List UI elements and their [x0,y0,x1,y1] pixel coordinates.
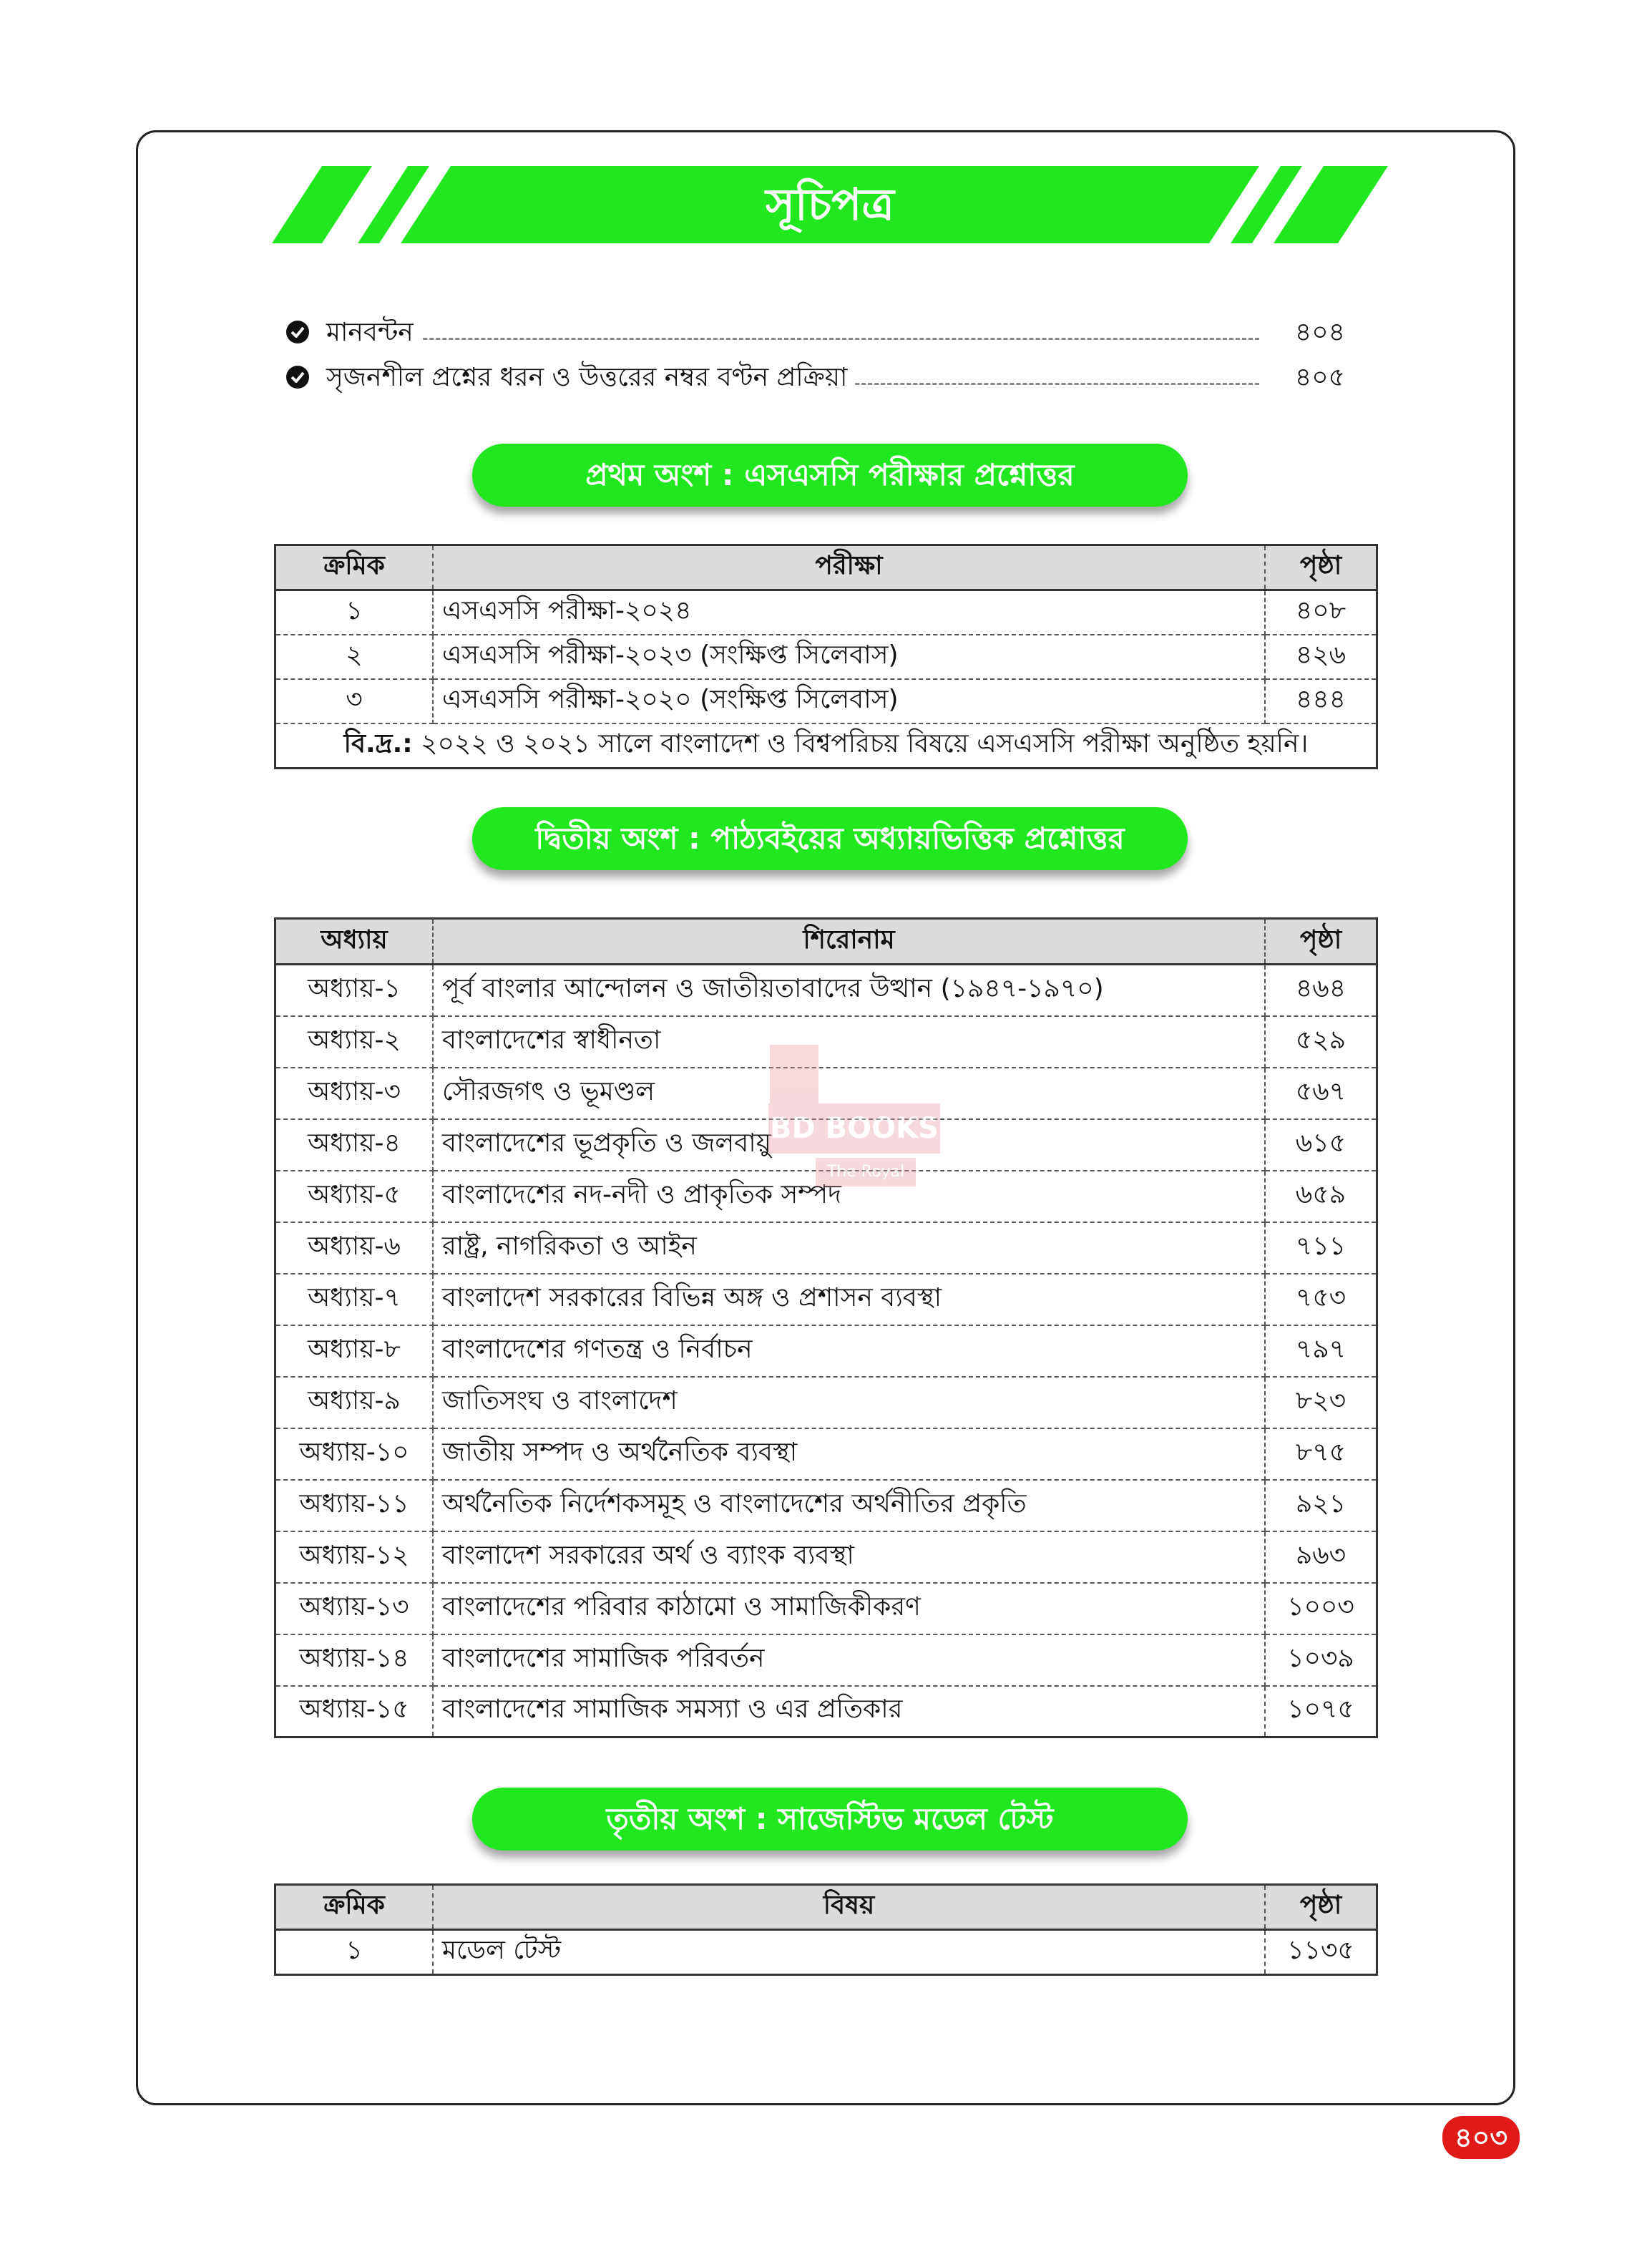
table-header-row [275,919,1377,965]
chapter-title: বাংলাদেশের পরিবার কাঠামো ও সামাজিকীকরণ [433,1583,1265,1634]
row-page: ৪২৬ [1265,635,1377,679]
chapter-number: অধ্যায়-২ [275,1016,434,1068]
chapter-number: অধ্যায়-১০ [275,1428,434,1480]
chapter-number: অধ্যায়-১২ [275,1531,434,1583]
chapter-page: ১০৩৯ [1265,1634,1377,1686]
chapter-number: অধ্যায়-৫ [275,1171,434,1222]
table-row [275,1686,1377,1737]
chapter-page: ১০০৩ [1265,1583,1377,1634]
page-title: সূচিপত্র [766,178,894,230]
row-number: ৩ [275,679,434,723]
table-header-row [275,545,1377,590]
column-header: শিরোনাম [433,919,1265,965]
chapter-number: অধ্যায়-১ [275,965,434,1016]
chapter-page: ৯২১ [1265,1480,1377,1531]
row-page: ১১৩৫ [1265,1930,1377,1975]
toc-intro-item [286,360,1345,396]
part1-table [274,544,1378,769]
table-row [275,1930,1377,1975]
part3-heading: তৃতীয় অংশ : সাজেস্টিভ মডেল টেস্ট [472,1788,1188,1851]
row-page: ৪৪৪ [1265,679,1377,723]
chapter-page: ৮৭৫ [1265,1428,1377,1480]
watermark-logo [730,1045,939,1195]
chapter-number: অধ্যায়-৯ [275,1377,434,1428]
chapter-title: বাংলাদেশের সামাজিক সমস্যা ও এর প্রতিকার [433,1686,1265,1737]
chapter-title: বাংলাদেশের নদ-নদী ও প্রাকৃতিক সম্পদ [433,1171,1265,1222]
note-label: বি.দ্র.: [343,729,413,759]
chapter-number: অধ্যায়-৩ [275,1068,434,1119]
column-header: পৃষ্ঠা [1265,545,1377,590]
note-cell [275,723,1377,769]
chapter-number: অধ্যায়-১১ [275,1480,434,1531]
row-title: এসএসসি পরীক্ষা-২০২০ (সংক্ষিপ্ত সিলেবাস) [433,679,1265,723]
row-number: ২ [275,635,434,679]
part1-heading: প্রথম অংশ : এসএসসি পরীক্ষার প্রশ্নোত্তর [472,444,1188,507]
chapter-number: অধ্যায়-৬ [275,1222,434,1274]
column-header: বিষয় [433,1885,1265,1930]
table-row [275,1377,1377,1428]
toc-label: মানবন্টন [326,315,421,351]
check-circle-icon [286,321,309,343]
row-title: মডেল টেস্ট [433,1930,1265,1975]
table-row [275,1480,1377,1531]
chapter-number: অধ্যায়-৪ [275,1119,434,1171]
chapter-page: ৯৬৩ [1265,1531,1377,1583]
chapter-page: ৭১১ [1265,1222,1377,1274]
chapter-page: ৭৯৭ [1265,1325,1377,1377]
chapter-title: সৌরজগৎ ও ভূমণ্ডল [433,1068,1265,1119]
chapter-number: অধ্যায়-১৫ [275,1686,434,1737]
chapter-page: ৫২৯ [1265,1016,1377,1068]
toc-label: সৃজনশীল প্রশ্নের ধরন ও উত্তরের নম্বর বণ্টন প্রক্রিয়া [326,360,854,396]
chapter-number: অধ্যায়-৮ [275,1325,434,1377]
toc-page: ৪০৪ [1294,318,1345,347]
chapter-title: পূর্ব বাংলার আন্দোলন ও জাতীয়তাবাদের উত্থান (১৯৪৭-১৯৭০) [433,965,1265,1016]
toc-page: ৪০৫ [1294,363,1345,392]
part2-heading: দ্বিতীয় অংশ : পাঠ্যবইয়ের অধ্যায়ভিত্তিক প্রশ্নোত্তর [472,807,1188,870]
check-circle-icon [286,366,309,389]
table-row [275,1222,1377,1274]
watermark-brand: BD BOOKS [768,1103,940,1154]
chapter-page: ৭৫৩ [1265,1274,1377,1325]
column-header: ক্রমিক [275,1885,434,1930]
chapter-number: অধ্যায়-১৩ [275,1583,434,1634]
table-row [275,1325,1377,1377]
chapter-title: বাংলাদেশের ভূপ্রকৃতি ও জলবায়ু [433,1119,1265,1171]
chapter-title: বাংলাদেশ সরকারের অর্থ ও ব্যাংক ব্যবস্থা [433,1531,1265,1583]
watermark-tagline: The Royal [816,1158,916,1186]
note-text: ২০২২ ও ২০২১ সালে বাংলাদেশ ও বিশ্বপরিচয় বিষয়ে এসএসসি পরীক্ষা অনুষ্ঠিত হয়নি। [412,729,1309,759]
chapter-title: বাংলাদেশের স্বাধীনতা [433,1016,1265,1068]
leader-dots [326,338,1259,340]
chapter-page: ১০৭৫ [1265,1686,1377,1737]
chapter-title: জাতিসংঘ ও বাংলাদেশ [433,1377,1265,1428]
chapter-number: অধ্যায়-১৪ [275,1634,434,1686]
column-header: ক্রমিক [275,545,434,590]
table-row [275,679,1377,723]
toc-intro-item [286,315,1345,351]
table-row [275,1583,1377,1634]
column-header: অধ্যায় [275,919,434,965]
chapter-page: ৫৬৭ [1265,1068,1377,1119]
part3-table [274,1883,1378,1976]
table-row [275,635,1377,679]
page-number-badge: ৪০৩ [1442,2116,1520,2159]
row-number: ১ [275,1930,434,1975]
chapter-page: ৪৬৪ [1265,965,1377,1016]
chapter-title: জাতীয় সম্পদ ও অর্থনৈতিক ব্যবস্থা [433,1428,1265,1480]
table-row [275,1531,1377,1583]
book-icon [770,1045,818,1105]
table-row [275,1428,1377,1480]
note-row [275,723,1377,769]
chapter-page: ৮২৩ [1265,1377,1377,1428]
table-row [275,965,1377,1016]
chapter-number: অধ্যায়-৭ [275,1274,434,1325]
row-number: ১ [275,590,434,635]
column-header: পৃষ্ঠা [1265,1885,1377,1930]
table-row [275,1274,1377,1325]
row-title: এসএসসি পরীক্ষা-২০২৩ (সংক্ষিপ্ত সিলেবাস) [433,635,1265,679]
chapter-title: বাংলাদেশ সরকারের বিভিন্ন অঙ্গ ও প্রশাসন ব্যবস্থা [433,1274,1265,1325]
chapter-title: অর্থনৈতিক নির্দেশকসমূহ ও বাংলাদেশের অর্থনীতির প্রকৃতি [433,1480,1265,1531]
chapter-title: বাংলাদেশের গণতন্ত্র ও নির্বাচন [433,1325,1265,1377]
chapter-page: ৬১৫ [1265,1119,1377,1171]
row-page: ৪০৮ [1265,590,1377,635]
part2-table [274,917,1378,1738]
table-header-row [275,1885,1377,1930]
table-row [275,590,1377,635]
table-row [275,1634,1377,1686]
chapter-title: রাষ্ট্র, নাগরিকতা ও আইন [433,1222,1265,1274]
chapter-title: বাংলাদেশের সামাজিক পরিবর্তন [433,1634,1265,1686]
chapter-page: ৬৫৯ [1265,1171,1377,1222]
column-header: পরীক্ষা [433,545,1265,590]
title-banner [272,166,1388,243]
row-title: এসএসসি পরীক্ষা-২০২৪ [433,590,1265,635]
column-header: পৃষ্ঠা [1265,919,1377,965]
